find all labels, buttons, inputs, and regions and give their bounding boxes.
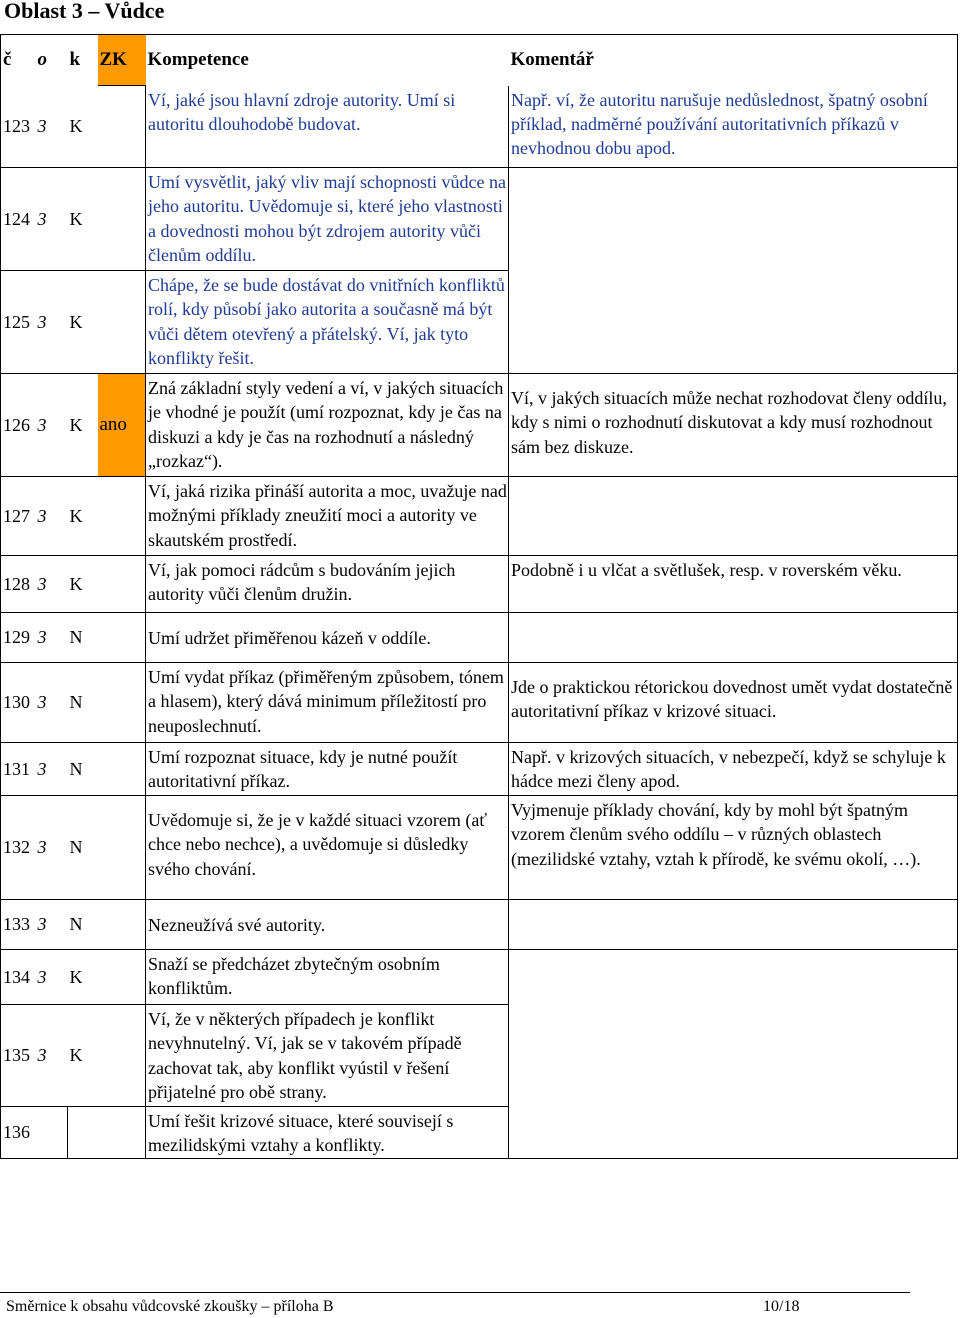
table-row [1,86,958,168]
footer-page-number: 10/18 [763,1298,800,1315]
row-k: N [68,743,98,796]
row-zk [98,613,146,663]
row-o: 3 [36,477,68,556]
row-k: K [68,86,98,168]
row-k: K [68,556,98,613]
row-competence: Umí udržet přiměřenou kázeň v oddíle. [146,613,509,663]
row-comment: Podobně i u vlčat a světlušek, resp. v roverském věku. [509,556,958,613]
row-zk [98,950,146,1005]
header-k: k [68,35,98,86]
row-number: 130 [1,663,36,743]
row-o: 3 [36,271,68,374]
row-comment [509,950,958,1005]
row-k: K [68,168,98,271]
table-row [1,900,958,950]
header-comment: Komentář [509,35,958,86]
row-competence: Ví, jaká rizika přináší autorita a moc, uvažuje nad možnými příklady zneužití moci a autority ve skautském prostředí. [146,477,509,556]
row-zk [98,743,146,796]
row-comment [509,900,958,950]
row-number: 124 [1,168,36,271]
table-row [1,1107,958,1159]
row-comment: Vyjmenuje příklady chování, kdy by mohl být špatným vzorem členům svého oddílu – v různých oblastech (mezilidské vztahy, vztah k přírodě, ke svému okolí, …). [509,796,958,900]
table-row [1,477,958,556]
row-competence: Umí řešit krizové situace, které souvisejí s mezilidskými vztahy a konflikty. [146,1107,509,1159]
row-o: 3 [36,86,68,168]
header-zk: ZK [98,35,146,86]
row-zk [98,86,146,168]
row-comment [509,168,958,271]
row-competence: Zná základní styly vedení a ví, v jakých situacích je vhodné je použít (umí rozpoznat, kdy je čas na diskuzi a kdy je čas na rozhodnutí a následný „rozkaz“). [146,374,509,477]
row-comment [509,271,958,374]
row-k: K [68,374,98,477]
header-o: o [36,35,68,86]
row-number: 133 [1,900,36,950]
row-k: N [68,900,98,950]
row-comment [509,1107,958,1159]
row-k: N [68,796,98,900]
row-competence: Umí rozpoznat situace, kdy je nutné použít autoritativní příkaz. [146,743,509,796]
row-number: 123 [1,86,36,168]
row-number: 135 [1,1005,36,1107]
table-row [1,374,958,477]
row-comment: Např. v krizových situacích, v nebezpečí, když se schyluje k hádce mezi členy apod. [509,743,958,796]
table-row [1,796,958,900]
row-zk [98,1107,146,1159]
table-row [1,168,958,271]
competence-table [0,34,958,1159]
row-k: K [68,950,98,1005]
row-zk [98,556,146,613]
row-o: 3 [36,950,68,1005]
row-o: 3 [36,556,68,613]
row-comment: Jde o praktickou rétorickou dovednost umět vydat dostatečně autoritativní příkaz v krizové situaci. [509,663,958,743]
table-row [1,556,958,613]
table-header [1,35,958,86]
row-competence: Ví, že v některých případech je konflikt nevyhnutelný. Ví, jak se v takovém případě zachovat tak, aby konflikt vyústil v řešení přijatelné pro obě strany. [146,1005,509,1107]
row-zk [98,663,146,743]
row-k: N [68,663,98,743]
page-footer [0,1292,910,1315]
row-k [68,1107,98,1159]
row-zk [98,477,146,556]
row-o: 3 [36,900,68,950]
row-o: 3 [36,613,68,663]
row-k: K [68,1005,98,1107]
row-number: 136 [1,1107,36,1159]
table-row [1,1005,958,1107]
row-zk [98,168,146,271]
row-zk [98,1005,146,1107]
row-number: 127 [1,477,36,556]
header-competence: Kompetence [146,35,509,86]
row-k: K [68,477,98,556]
row-o: 3 [36,1005,68,1107]
table-row [1,613,958,663]
table-row [1,950,958,1005]
row-comment [509,613,958,663]
row-number: 125 [1,271,36,374]
row-zk: ano [98,374,146,477]
row-o: 3 [36,663,68,743]
row-comment [509,1005,958,1107]
row-zk [98,271,146,374]
row-o [36,1107,68,1159]
row-comment: Např. ví, že autoritu narušuje nedůslednost, špatný osobní příklad, nadměrné používání autoritativních příkazů v nevhodnou dobu apod. [509,86,958,168]
row-o: 3 [36,743,68,796]
row-o: 3 [36,168,68,271]
table-row [1,743,958,796]
header-c: č [1,35,36,86]
page-title: Oblast 3 – Vůdce [4,0,165,23]
table-row [1,663,958,743]
row-number: 129 [1,613,36,663]
row-zk [98,796,146,900]
row-competence: Chápe, že se bude dostávat do vnitřních konfliktů rolí, kdy působí jako autorita a současně má být vůči dětem otevřený a přátelský. Ví, jak tyto konflikty řešit. [146,271,509,374]
row-k: N [68,613,98,663]
row-zk [98,900,146,950]
row-number: 128 [1,556,36,613]
row-comment: Ví, v jakých situacích může nechat rozhodovat členy oddílu, kdy s nimi o rozhodnutí diskutovat a kdy musí rozhodnout sám bez diskuze. [509,374,958,477]
row-competence: Umí vydat příkaz (přiměřeným způsobem, tónem a hlasem), který dává minimum příležitostí pro neuposlechnutí. [146,663,509,743]
row-competence: Umí vysvětlit, jaký vliv mají schopnosti vůdce na jeho autoritu. Uvědomuje si, které jeho vlastnosti a dovednosti mohou být zdrojem autority vůči členům oddílu. [146,168,509,271]
row-number: 126 [1,374,36,477]
row-competence: Ví, jak pomoci rádcům s budováním jejich autority vůči členům družin. [146,556,509,613]
row-number: 131 [1,743,36,796]
row-competence: Uvědomuje si, že je v každé situaci vzorem (ať chce nebo nechce), a uvědomuje si důsledky svého chování. [146,796,509,900]
row-competence: Snaží se předcházet zbytečným osobním konfliktům. [146,950,509,1005]
row-number: 134 [1,950,36,1005]
row-competence: Nezneužívá své autority. [146,900,509,950]
footer-document-title: Směrnice k obsahu vůdcovské zkoušky – příloha B [6,1298,334,1315]
row-competence: Ví, jaké jsou hlavní zdroje autority. Umí si autoritu dlouhodobě budovat. [146,86,509,168]
row-o: 3 [36,374,68,477]
row-number: 132 [1,796,36,900]
row-o: 3 [36,796,68,900]
table-row [1,271,958,374]
row-k: K [68,271,98,374]
row-comment [509,477,958,556]
